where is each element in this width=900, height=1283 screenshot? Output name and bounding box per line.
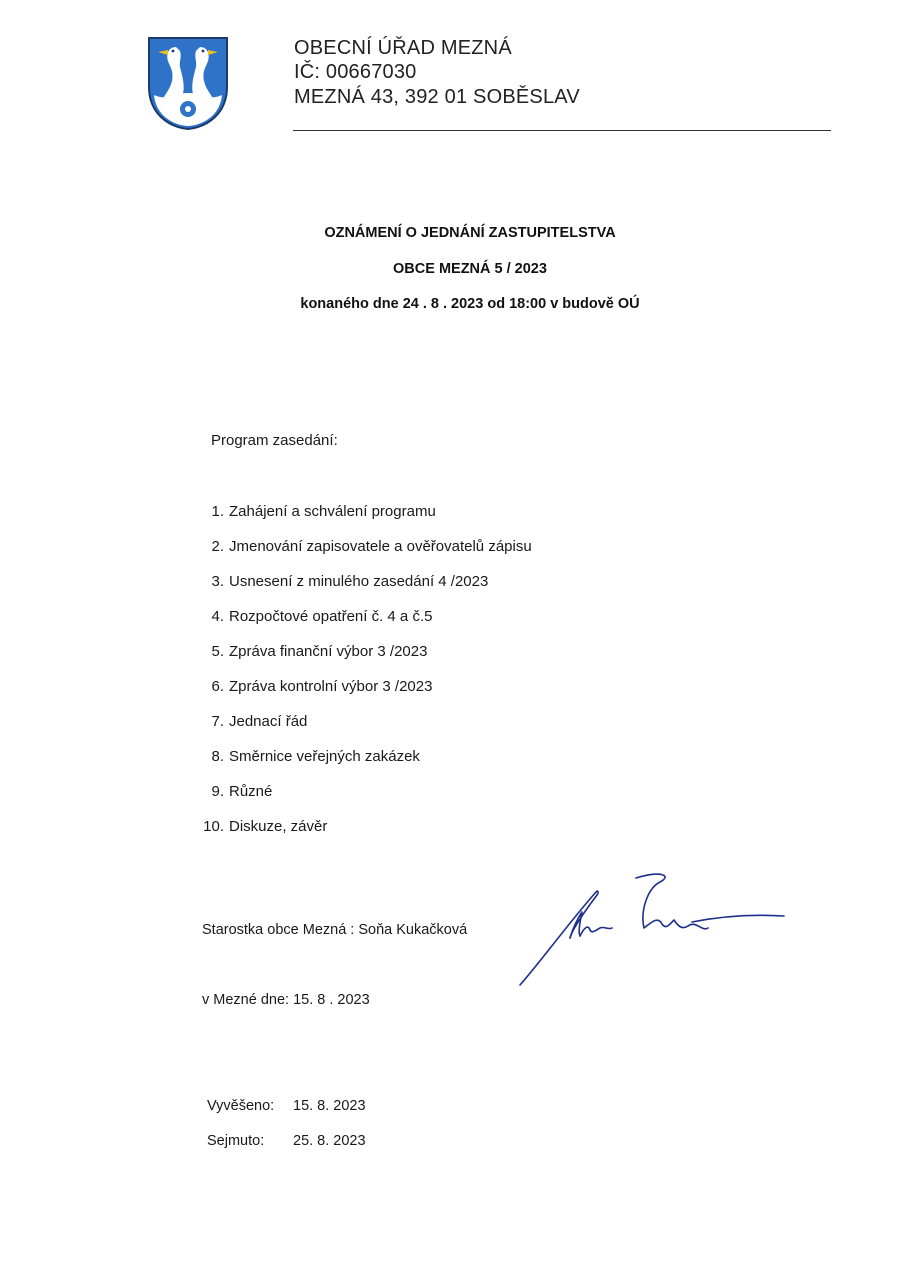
- agenda-item: [211, 608, 433, 625]
- agenda-item-text: Jednací řád: [229, 713, 308, 730]
- program-heading: Program zasedání:: [211, 432, 338, 449]
- agenda-item: [203, 818, 328, 835]
- meeting-date-line: konaného dne 24 . 8 . 2023 od 18:00 v budově OÚ: [300, 296, 640, 312]
- municipal-crest-icon: [146, 35, 230, 131]
- mayor-name: Starostka obce Mezná : Soňa Kukačková: [202, 922, 468, 938]
- document-title: OZNÁMENÍ O JEDNÁNÍ ZASTUPITELSTVA: [324, 225, 616, 241]
- office-name: OBECNÍ ÚŘAD MEZNÁ: [294, 37, 512, 59]
- agenda-item: [211, 748, 420, 765]
- agenda-item-text: Jmenování zapisovatele a ověřovatelů zápisu: [229, 538, 532, 555]
- signature-icon: [512, 870, 792, 990]
- agenda-item: [211, 643, 428, 660]
- agenda-item-number: 2.: [211, 538, 224, 555]
- agenda-item: [211, 713, 308, 730]
- agenda-item-text: Zpráva finanční výbor 3 /2023: [229, 643, 428, 660]
- agenda-item: [211, 538, 532, 555]
- office-address: MEZNÁ 43, 392 01 SOBĚSLAV: [294, 86, 580, 108]
- removed-date: 25. 8. 2023: [293, 1133, 366, 1149]
- agenda-item: [211, 678, 433, 695]
- place-date: v Mezné dne: 15. 8 . 2023: [202, 992, 370, 1008]
- agenda-item-number: 8.: [211, 748, 224, 765]
- agenda-item-number: 1.: [211, 503, 224, 520]
- agenda-item-number: 6.: [211, 678, 224, 695]
- posted-date: 15. 8. 2023: [293, 1098, 366, 1114]
- agenda-item-number: 9.: [211, 783, 224, 800]
- company-id: IČ: 00667030: [294, 61, 417, 83]
- posted-label: Vyvěšeno:: [207, 1098, 275, 1114]
- agenda-item-text: Rozpočtové opatření č. 4 a č.5: [229, 608, 433, 625]
- agenda-item-number: 5.: [211, 643, 224, 660]
- agenda-item-number: 4.: [211, 608, 224, 625]
- agenda-item-number: 10.: [203, 818, 224, 835]
- agenda-item: [211, 783, 273, 800]
- agenda-item-text: Různé: [229, 783, 273, 800]
- header-divider: [293, 130, 831, 131]
- agenda-item-number: 7.: [211, 713, 224, 730]
- agenda-item-text: Zpráva kontrolní výbor 3 /2023: [229, 678, 433, 695]
- agenda-item-text: Zahájení a schválení programu: [229, 503, 436, 520]
- agenda-item-number: 3.: [211, 573, 224, 590]
- removed-label: Sejmuto:: [207, 1133, 265, 1149]
- agenda-item-text: Směrnice veřejných zakázek: [229, 748, 420, 765]
- agenda-item-text: Diskuze, závěr: [229, 818, 328, 835]
- document-subtitle: OBCE MEZNÁ 5 / 2023: [393, 261, 547, 277]
- agenda-item-text: Usnesení z minulého zasedání 4 /2023: [229, 573, 489, 590]
- agenda-item: [211, 573, 489, 590]
- agenda-item: [211, 503, 436, 520]
